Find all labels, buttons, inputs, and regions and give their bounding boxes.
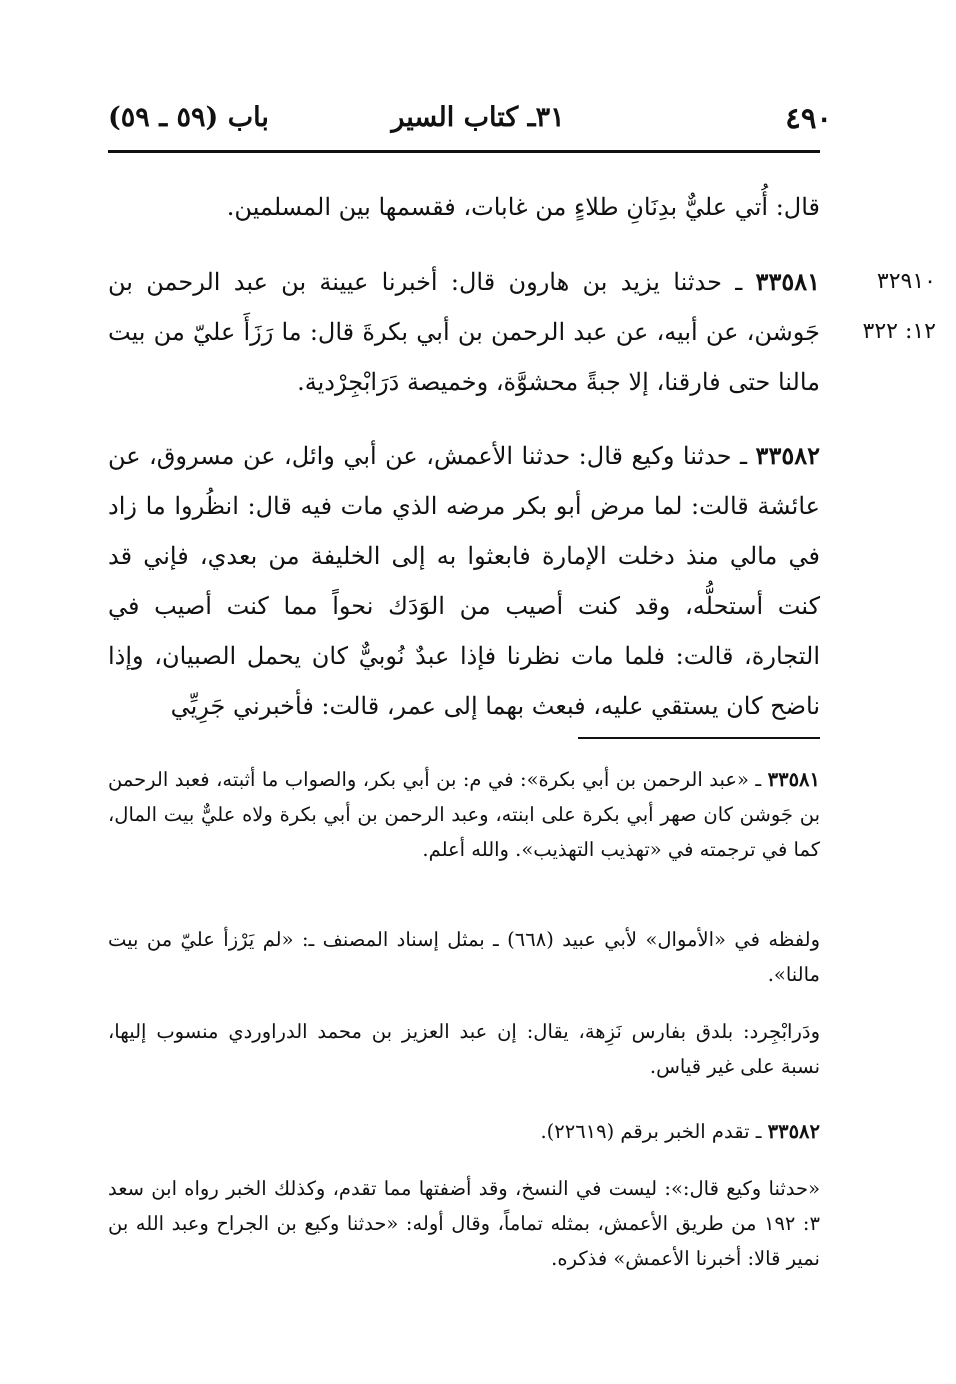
footnote-number: ٣٣٥٨٢ bbox=[767, 1120, 820, 1143]
continuation-paragraph bbox=[108, 182, 820, 232]
bab-range: باب (٥٩ ـ ٥٩) bbox=[108, 102, 269, 133]
footnote-text: ودَرابْجِرد: بلدق بفارس نَزِهة، يقال: إن عبد العزيز بن محمد الدراوردي منسوب إليها، نسبة على غير قياس. bbox=[108, 1020, 820, 1078]
hadith-33581 bbox=[108, 257, 820, 407]
footnote-33581 bbox=[108, 762, 820, 867]
footnote-darabjird bbox=[108, 1014, 820, 1084]
footnote-amwal bbox=[108, 922, 820, 992]
footnote-rule bbox=[578, 737, 820, 739]
footnote-text: ـ «عبد الرحمن بن أبي بكرة»: في م: بن أبي بكر، والصواب ما أثبته، فعبد الرحمن بن جَوشن كان صهر أبي بكرة على ابنته، وعبد الرحمن بن أبي بكرة ولاه عليٌّ بيت المال، كما في ترجمته في «تهذيب التهذيب». والله أعلم. bbox=[108, 768, 820, 861]
footnote-text: ـ تقدم الخبر برقم (٢٢٦١٩). bbox=[540, 1120, 768, 1143]
footnote-number: ٣٣٥٨١ bbox=[767, 768, 820, 791]
footnote-waki bbox=[108, 1171, 820, 1276]
margin-ref-page: ١٢: ٣٢٢ bbox=[862, 319, 936, 344]
hadith-number: ٣٣٥٨٢ bbox=[755, 441, 820, 470]
footnote-33582 bbox=[108, 1114, 820, 1149]
chapter-title: ٣١ـ كتاب السير bbox=[391, 102, 565, 133]
hadith-text: ـ حدثنا يزيد بن هارون قال: أخبرنا عيينة بن عبد الرحمن بن جَوشن، عن أبيه، عن عبد الرحمن بن أبي بكرةَ قال: ما رَزَأَ عليّ من بيت مالنا حتى فارقنا، إلا جبةً محشوَّة، وخميصة دَرَابْجِرْدية. bbox=[108, 268, 820, 396]
footnote-text: «حدثنا وكيع قال:»: ليست في النسخ، وقد أضفتها مما تقدم، وكذلك الخبر رواه ابن سعد ٣: ١٩٢ من طريق الأعمش، بمثله تماماً، وقال أوله: «حدثنا وكيع بن الجراح وعبد الله بن نمير قالا: أخبرنا الأعمش» فذكره. bbox=[108, 1177, 820, 1270]
header-rule bbox=[108, 150, 820, 153]
hadith-number: ٣٣٥٨١ bbox=[755, 267, 820, 296]
hadith-text: ـ حدثنا وكيع قال: حدثنا الأعمش، عن أبي وائل، عن مسروق، عن عائشة قالت: لما مرض أبو بكر مرضه الذي مات فيه قال: انظُروا ما زاد في مالي منذ دخلت الإمارة فابعثوا به إلى الخليفة من بعدي، فإني قد كنت أستحلُّه، وقد كنت أصيب من الوَدَك نحواً مما كنت أصيب في التجارة، قالت: فلما مات نظرنا فإذا عبدٌ نُوبيٌّ كان يحمل الصبيان، وإذا ناضح كان يستقي عليه، فبعث بهما إلى عمر، قالت: فأخبرني جَرِيِّي bbox=[108, 442, 820, 720]
continuation-text: قال: أُتي عليٌّ بدِنَانِ طلاءٍ من غابات، فقسمها بين المسلمين. bbox=[226, 193, 820, 221]
footnote-text: ولفظه في «الأموال» لأبي عبيد (٦٦٨) ـ بمثل إسناد المصنف ـ: «لم يَرْزأ عليّ من بيت مالنا». bbox=[108, 928, 820, 986]
page-number: ٤٩٠ bbox=[785, 101, 832, 135]
margin-ref-volume: ٣٢٩١٠ bbox=[876, 269, 936, 294]
hadith-33582 bbox=[108, 431, 820, 731]
